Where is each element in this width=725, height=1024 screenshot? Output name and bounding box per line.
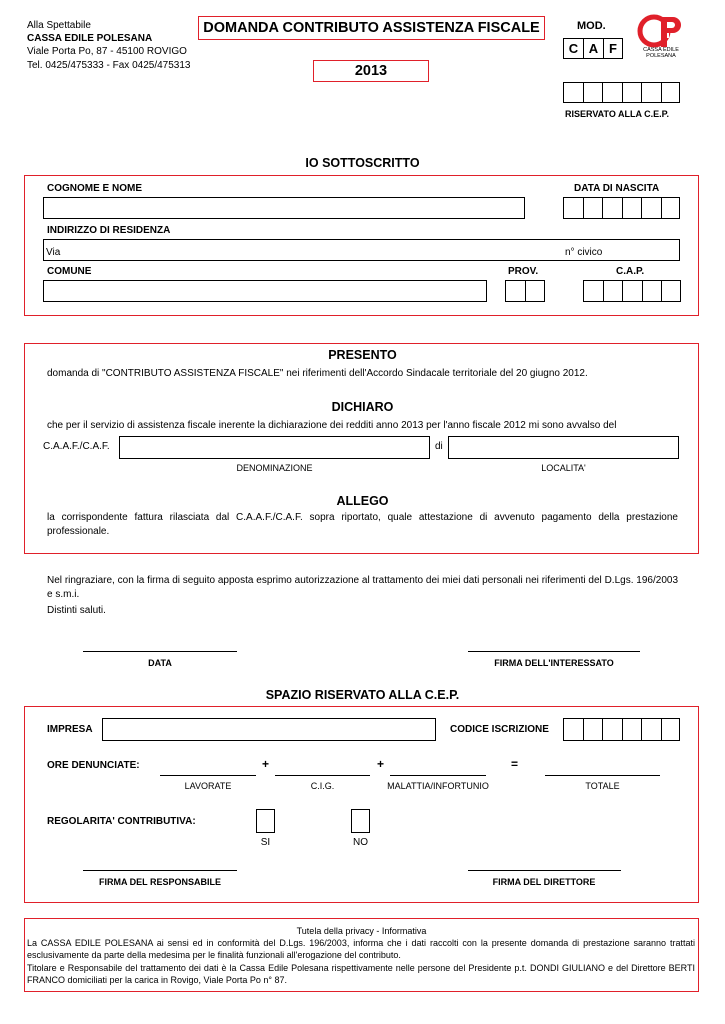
dichiaro-title: DICHIARO — [331, 400, 394, 414]
undersigned-title: IO SOTTOSCRITTO — [305, 156, 420, 170]
city-field[interactable] — [43, 280, 487, 302]
year-box — [313, 60, 429, 82]
civic-number-label: n° civico — [565, 247, 603, 258]
regolarita-label: REGOLARITA' CONTRIBUTIVA: — [47, 816, 196, 827]
reserved-title: SPAZIO RISERVATO ALLA C.E.P. — [265, 688, 460, 702]
cap-label: C.A.P. — [616, 266, 645, 277]
org-address: Viale Porta Po, 87 - 45100 ROVIGO — [27, 46, 187, 57]
privacy-title: Tutela della privacy - Informativa — [296, 926, 427, 936]
mod-letter: F — [603, 38, 623, 59]
greeting: Distinti saluti. — [47, 605, 106, 616]
logo-mark-icon — [637, 14, 683, 50]
codice-iscrizione-label: CODICE ISCRIZIONE — [450, 724, 549, 735]
org-name: CASSA EDILE POLESANA — [27, 33, 153, 44]
cap-cells[interactable] — [583, 280, 681, 302]
allego-text: la corrispondente fattura rilasciata dal C.A.A.F./C.A.F. sopra riportato, quale attestazione di avvenuto pagamento della prestazione professionale. — [47, 512, 678, 537]
totale-caption: TOTALE — [585, 781, 620, 791]
si-label: SI — [260, 837, 271, 848]
impresa-label: IMPRESA — [47, 724, 93, 735]
di-label: di — [435, 441, 443, 452]
title-box — [198, 16, 545, 40]
logo-caption: CASSA EDILE POLESANA — [643, 47, 679, 59]
date-caption: DATA — [148, 658, 172, 668]
signature-caption: FIRMA DELL'INTERESSATO — [494, 658, 614, 668]
presento-text: domanda di "CONTRIBUTO ASSISTENZA FISCALE" nei riferimenti dell'Accordo Sindacale territoriale del 20 giugno 2012. — [47, 368, 588, 379]
reserved-code-cells — [563, 82, 680, 103]
province-label: PROV. — [508, 266, 539, 277]
regolarita-si-checkbox[interactable] — [256, 809, 275, 833]
plus-sign: + — [377, 757, 385, 771]
cassa-edile-logo — [637, 14, 683, 58]
codice-iscrizione-cells[interactable] — [563, 718, 680, 741]
no-label: NO — [353, 837, 368, 848]
address-field[interactable] — [43, 239, 680, 261]
dichiaro-text: che per il servizio di assistenza fiscale inerente la dichiarazione dei redditi anno 2013 per l'anno fiscale 2012 mi sono avvalso del — [47, 420, 617, 431]
privacy-text-2: Titolare e Responsabile del trattamento dei dati è la Cassa Edile Polesana rispettivamente nelle persone del Presidente p.t. DONDI GIULIANO e del Direttore BERTI FRANCO domiciliati per la carica in Rovigo, Viale Porta Po n° 87. — [27, 963, 695, 985]
mod-label: MOD. — [577, 20, 606, 32]
caaf-label: C.A.A.F./C.A.F. — [43, 441, 110, 452]
city-label: COMUNE — [47, 266, 92, 277]
allego-title: ALLEGO — [336, 494, 389, 508]
denominazione-caption: DENOMINAZIONE — [236, 463, 313, 473]
regolarita-no-checkbox[interactable] — [351, 809, 370, 833]
privacy-text-1: La CASSA EDILE POLESANA ai sensi ed in conformità del D.Lgs. 196/2003, informa che i dati raccolti con la presente domanda di prestazione saranno trattati esclusivamente da parte della medesima per le finalità funzionali all'erogazione del contributo. — [27, 938, 695, 960]
org-phone: Tel. 0425/475333 - Fax 0425/475313 — [27, 60, 191, 71]
street-prefix: Via — [46, 247, 61, 258]
responsabile-signature-line[interactable] — [83, 870, 237, 871]
malattia-line[interactable] — [390, 775, 486, 776]
cig-line[interactable] — [275, 775, 370, 776]
lavorate-line[interactable] — [160, 775, 256, 776]
cig-caption: C.I.G. — [310, 781, 335, 791]
totale-line[interactable] — [545, 775, 660, 776]
ore-denunciate-label: ORE DENUNCIATE: — [47, 760, 140, 771]
mod-letter: A — [583, 38, 603, 59]
lavorate-caption: LAVORATE — [184, 781, 232, 791]
mod-letter: C — [563, 38, 583, 59]
responsabile-caption: FIRMA DEL RESPONSABILE — [98, 877, 221, 887]
presento-title: PRESENTO — [328, 348, 397, 362]
direttore-signature-line[interactable] — [468, 870, 621, 871]
date-line[interactable] — [83, 651, 237, 652]
mod-code-cells — [563, 38, 623, 59]
reserved-cep-label: RISERVATO ALLA C.E.P. — [565, 109, 670, 119]
address-label: INDIRIZZO DI RESIDENZA — [47, 225, 171, 236]
malattia-caption: MALATTIA/INFORTUNIO — [387, 781, 489, 791]
birth-date-label: DATA DI NASCITA — [574, 183, 660, 194]
document-year: 2013 — [354, 63, 388, 79]
birth-date-cells[interactable] — [563, 197, 680, 219]
caaf-name-field[interactable] — [119, 436, 430, 459]
direttore-caption: FIRMA DEL DIRETTORE — [492, 877, 596, 887]
caaf-locality-field[interactable] — [448, 436, 679, 459]
document-title: DOMANDA CONTRIBUTO ASSISTENZA FISCALE — [203, 20, 540, 36]
impresa-field[interactable] — [102, 718, 436, 741]
name-label: COGNOME E NOME — [47, 183, 143, 194]
consent-text: Nel ringraziare, con la firma di seguito apposta esprimo autorizzazione al trattamento dei miei dati personali nei riferimenti del D.Lgs. 196/2003 e s.m.i. — [47, 575, 678, 600]
signature-line[interactable] — [468, 651, 640, 652]
addressee-line: Alla Spettabile — [27, 20, 91, 31]
province-cells[interactable] — [505, 280, 545, 302]
localita-caption: LOCALITA' — [541, 463, 586, 473]
plus-sign: + — [262, 757, 270, 771]
name-field[interactable] — [43, 197, 525, 219]
equals-sign: = — [511, 757, 519, 771]
